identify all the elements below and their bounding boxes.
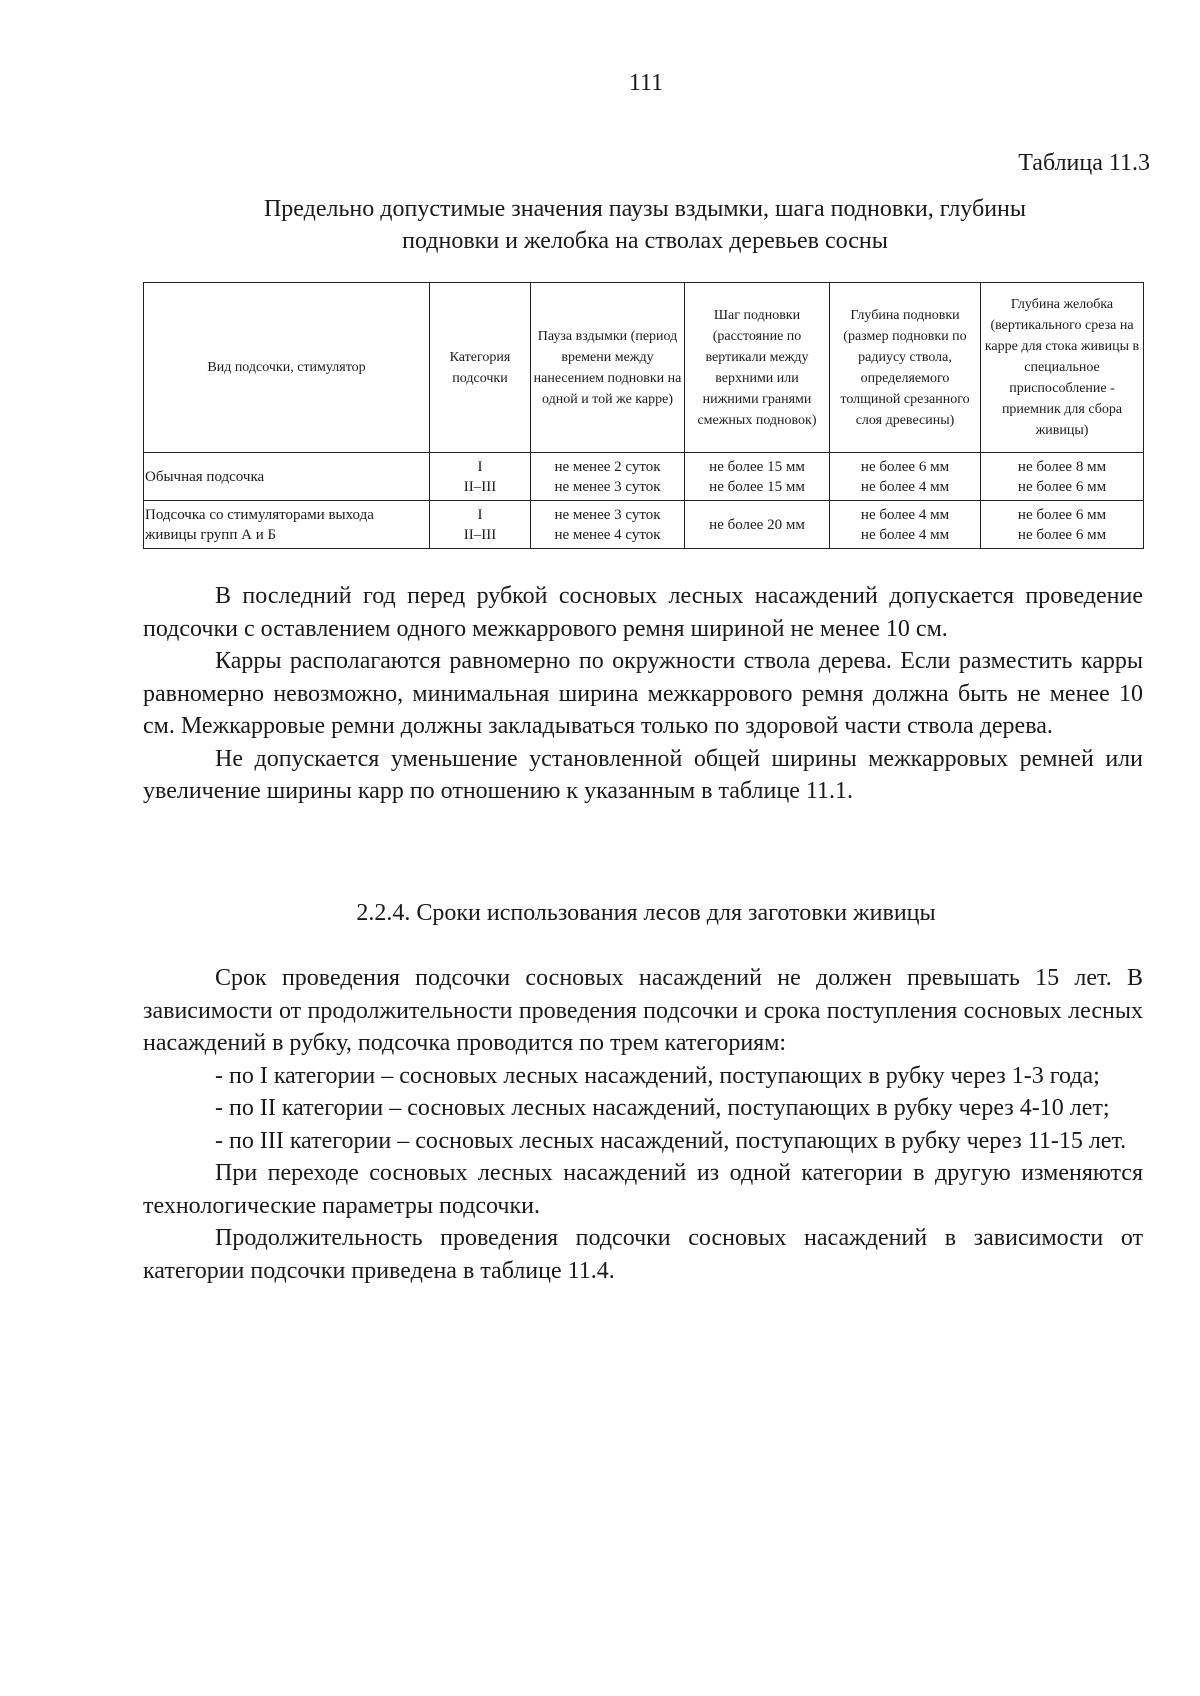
table-row (144, 453, 1144, 501)
table-title-line: Предельно допустимые значения паузы вздымки, шага подновки, глубины (263, 196, 1027, 222)
limits-table (143, 282, 1144, 549)
header-step: Шаг подновки (расстояние по вертикали между верхними или нижними гранями смежных подновок) (685, 283, 830, 453)
cell-depth: не более 4 мм не более 4 мм (830, 501, 981, 549)
header-pause: Пауза вздымки (период времени между нанесением подновки на одной и той же карре) (531, 283, 685, 453)
cell-groove: не более 6 мм не более 6 мм (981, 501, 1144, 549)
table-title-line: подновки и желобка на стволах деревьев сосны (402, 228, 888, 254)
list-item: - по I категории – сосновых лесных насаждений, поступающих в рубку через 1-3 года; (215, 1062, 1100, 1089)
section-heading: 2.2.4. Сроки использования лесов для заготовки живицы (356, 900, 936, 926)
paragraph: Карры располагаются равномерно по окружности ствола дерева. Если разместить карры равномерно невозможно, минимальная ширина межкаррового ремня должна быть не менее 10 см. Межкарровые ремни должны закладываться только по здоровой части ствола дерева. (143, 648, 1143, 739)
cell-step: не более 15 мм не более 15 мм (685, 453, 830, 501)
table-header-row (144, 283, 1144, 453)
paragraph: Срок проведения подсочки сосновых насаждений не должен превышать 15 лет. В зависимости от продолжительности проведения подсочки и срока поступления сосновых лесных насаждений в рубку, подсочка проводится по трем категориям: (143, 965, 1143, 1056)
header-type: Вид подсочки, стимулятор (144, 283, 430, 453)
paragraph: В последний год перед рубкой сосновых лесных насаждений допускается проведение подсочки с оставлением одного межкаррового ремня шириной не менее 10 см. (143, 583, 1143, 642)
header-depth: Глубина подновки (размер подновки по радиусу ствола, определяемого толщиной срезанного слоя древесины) (830, 283, 981, 453)
header-category: Категория подсочки (430, 283, 531, 453)
paragraph: При переходе сосновых лесных насаждений из одной категории в другую изменяются технологические параметры подсочки. (143, 1160, 1143, 1219)
table-number: Таблица 11.3 (1018, 150, 1150, 176)
list-item: - по III категории – сосновых лесных насаждений, поступающих в рубку через 11-15 лет. (215, 1127, 1127, 1154)
cell-groove: не более 8 мм не более 6 мм (981, 453, 1144, 501)
page-number: 111 (628, 70, 664, 96)
table-row (144, 501, 1144, 549)
paragraph: Не допускается уменьшение установленной общей ширины межкарровых ремней или увеличение ширины карр по отношению к указанным в таблице 11.1. (143, 745, 1143, 804)
cell-pause: не менее 3 суток не менее 4 суток (531, 501, 685, 549)
cell-category: I II–III (430, 501, 531, 549)
list-item: - по II категории – сосновых лесных насаждений, поступающих в рубку через 4-10 лет; (215, 1095, 1110, 1121)
table-title (145, 193, 1145, 257)
cell-type: Обычная подсочка (144, 453, 430, 501)
header-groove: Глубина желобка (вертикального среза на карре для стока живицы в специальное приспособление - приемник для сбора живицы) (981, 283, 1144, 453)
paragraph: Продолжительность проведения подсочки сосновых насаждений в зависимости от категории подсочки приведена в таблице 11.4. (143, 1225, 1143, 1284)
cell-category: I II–III (430, 453, 531, 501)
cell-pause: не менее 2 суток не менее 3 суток (531, 453, 685, 501)
cell-depth: не более 6 мм не более 4 мм (830, 453, 981, 501)
body-text-top (143, 580, 1143, 808)
body-text-bottom (143, 962, 1143, 1287)
cell-type: Подсочка со стимуляторами выхода живицы групп А и Б (144, 501, 430, 549)
cell-step: не более 20 мм (685, 501, 830, 549)
